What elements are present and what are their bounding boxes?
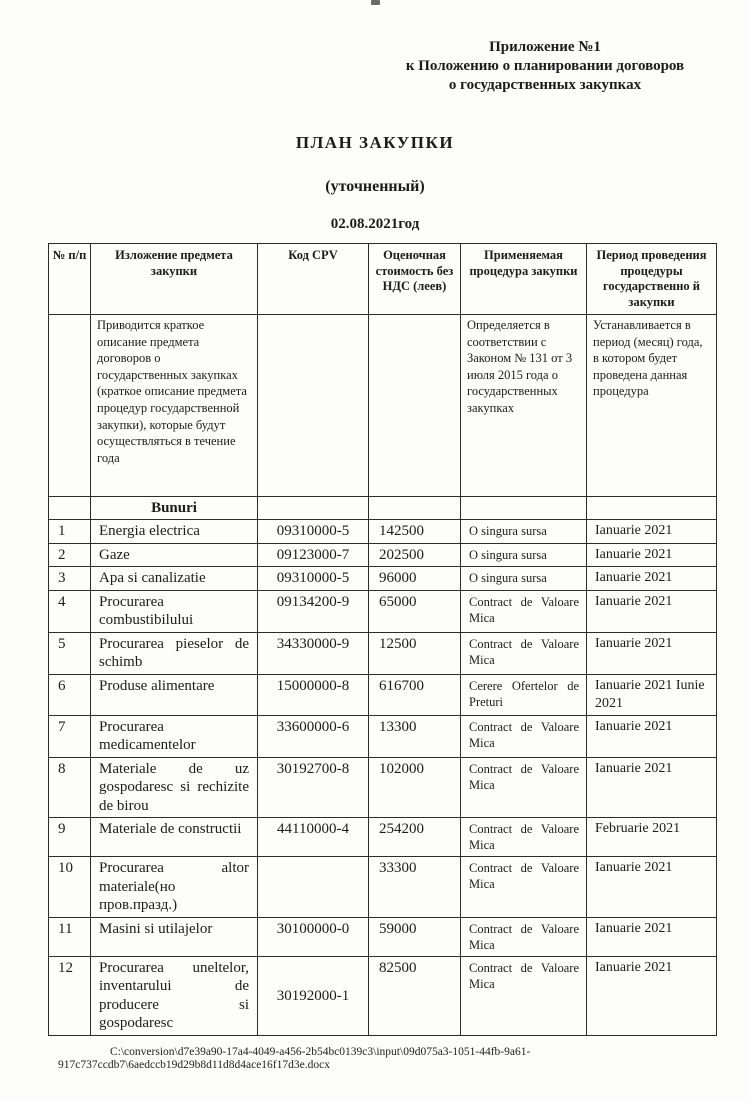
cpv-cell: 34330000-9 (258, 632, 369, 674)
period-cell: Ianuarie 2021 (587, 757, 717, 818)
subject-cell: Materiale de constructii (91, 818, 258, 857)
cpv-cell: 30192000-1 (258, 956, 369, 1035)
period-cell: Ianuarie 2021 (587, 632, 717, 674)
description-period-cell: Устанавливается в период (месяц) года, в котором будет проведена данная процедура (587, 315, 717, 497)
subject-cell: Materiale de uz gospodaresc si rechizite de birou (91, 757, 258, 818)
procedure-cell: Contract de Valoare Mica (461, 917, 587, 956)
description-value-cell (369, 315, 461, 497)
procedure-cell: Cerere Ofertelor de Preturi (461, 674, 587, 715)
cpv-cell: 09123000-7 (258, 543, 369, 567)
subject-cell: Produse alimentare (91, 674, 258, 715)
period-cell: Ianuarie 2021 (587, 520, 717, 544)
column-header-subject: Изложение предмета закупки (91, 244, 258, 315)
description-procedure-cell: Определяется в соответствии с Законом № 131 от 3 июля 2015 года о государственных закупках (461, 315, 587, 497)
period-cell: Ianuarie 2021 (587, 917, 717, 956)
file-path-line-2: 917c737ccdb7\6aedccb19d29b8d11d8d4ace16f17d3e.docx (58, 1059, 330, 1071)
appendix-line-2: к Положению о планировании договоров (405, 58, 685, 74)
period-cell: Ianuarie 2021 (587, 567, 717, 591)
procedure-cell: O singura sursa (461, 543, 587, 567)
page-subtitle: (уточненный) (325, 178, 425, 195)
subject-cell: Procurarea pieselor de schimb (91, 632, 258, 674)
row-number-cell: 10 (49, 857, 91, 918)
table-header-row (49, 244, 717, 315)
value-cell: 59000 (369, 917, 461, 956)
scan-artifact-speck (371, 0, 380, 5)
procedure-cell: Contract de Valoare Mica (461, 956, 587, 1035)
subject-cell: Gaze (91, 543, 258, 567)
cpv-cell: 09134200-9 (258, 590, 369, 632)
value-cell: 13300 (369, 715, 461, 757)
period-cell: Ianuarie 2021 (587, 590, 717, 632)
description-row (49, 315, 717, 497)
row-number-cell: 9 (49, 818, 91, 857)
row-number-cell: 1 (49, 520, 91, 544)
column-header-cpv: Код CPV (258, 244, 369, 315)
description-subject-cell: Приводится краткое описание предмета договоров о государственных закупках (краткое описание предмета процедур государственной закупки), которые будут осуществляться в течение года (91, 315, 258, 497)
row-number-cell: 5 (49, 632, 91, 674)
subject-cell: Procurarea altor materiale(но пров.празд.) (91, 857, 258, 918)
column-header-value: Оценочная стоимость без НДС (леев) (369, 244, 461, 315)
procedure-cell: Contract de Valoare Mica (461, 632, 587, 674)
procurement-plan-table (48, 243, 717, 1036)
procedure-cell: Contract de Valoare Mica (461, 757, 587, 818)
row-number-cell: 12 (49, 956, 91, 1035)
page-title: ПЛАН ЗАКУПКИ (295, 133, 455, 152)
column-header-period: Период проведения процедуры государственно й закупки (587, 244, 717, 315)
value-cell: 96000 (369, 567, 461, 591)
subject-cell: Procurarea medicamentelor (91, 715, 258, 757)
table-row (49, 757, 717, 818)
column-header-procedure: Применяемая процедура закупки (461, 244, 587, 315)
description-cpv-cell (258, 315, 369, 497)
cpv-cell (258, 857, 369, 918)
cpv-cell: 15000000-8 (258, 674, 369, 715)
procedure-cell: Contract de Valoare Mica (461, 715, 587, 757)
table-row (49, 715, 717, 757)
appendix-line-1: Приложение №1 (489, 39, 601, 55)
cpv-cell: 44110000-4 (258, 818, 369, 857)
cpv-cell: 30100000-0 (258, 917, 369, 956)
row-number-cell: 4 (49, 590, 91, 632)
row-number-cell: 7 (49, 715, 91, 757)
value-cell: 82500 (369, 956, 461, 1035)
section-cpv-cell (258, 497, 369, 520)
row-number-cell: 6 (49, 674, 91, 715)
period-cell: Ianuarie 2021 (587, 857, 717, 918)
value-cell: 254200 (369, 818, 461, 857)
section-label-cell: Bunuri (91, 497, 258, 520)
appendix-block (390, 38, 700, 95)
value-cell: 12500 (369, 632, 461, 674)
cpv-cell: 33600000-6 (258, 715, 369, 757)
table-row (49, 543, 717, 567)
procedure-cell: Contract de Valoare Mica (461, 857, 587, 918)
cpv-cell: 30192700-8 (258, 757, 369, 818)
procedure-cell: Contract de Valoare Mica (461, 818, 587, 857)
column-header-number: № п/п (49, 244, 91, 315)
plan-table-rows (49, 520, 717, 1036)
period-cell: Ianuarie 2021 (587, 715, 717, 757)
section-row (49, 497, 717, 520)
row-number-cell: 3 (49, 567, 91, 591)
plan-date: 02.08.2021год (330, 216, 420, 232)
row-number-cell: 11 (49, 917, 91, 956)
row-number-cell: 2 (49, 543, 91, 567)
subject-cell: Masini si utilajelor (91, 917, 258, 956)
subject-cell: Procurarea combustibilului (91, 590, 258, 632)
table-row (49, 956, 717, 1035)
value-cell: 202500 (369, 543, 461, 567)
table-row (49, 917, 717, 956)
period-cell: Ianuarie 2021 Iunie 2021 (587, 674, 717, 715)
value-cell: 102000 (369, 757, 461, 818)
section-number-cell (49, 497, 91, 520)
subject-cell: Apa si canalizatie (91, 567, 258, 591)
subject-cell: Procurarea uneltelor, inventarului de producere si gospodaresc (91, 956, 258, 1035)
table-row (49, 818, 717, 857)
section-value-cell (369, 497, 461, 520)
table-row (49, 520, 717, 544)
period-cell: Ianuarie 2021 (587, 956, 717, 1035)
section-period-cell (587, 497, 717, 520)
table-row (49, 674, 717, 715)
value-cell: 65000 (369, 590, 461, 632)
table-row (49, 857, 717, 918)
value-cell: 33300 (369, 857, 461, 918)
cpv-cell: 09310000-5 (258, 520, 369, 544)
table-row (49, 590, 717, 632)
value-cell: 142500 (369, 520, 461, 544)
section-procedure-cell (461, 497, 587, 520)
row-number-cell: 8 (49, 757, 91, 818)
period-cell: Februarie 2021 (587, 818, 717, 857)
table-row (49, 567, 717, 591)
value-cell: 616700 (369, 674, 461, 715)
subject-cell: Energia electrica (91, 520, 258, 544)
cpv-cell: 09310000-5 (258, 567, 369, 591)
procedure-cell: Contract de Valoare Mica (461, 590, 587, 632)
period-cell: Ianuarie 2021 (587, 543, 717, 567)
file-path-line-1: C:\conversion\d7e39a90-17a4-4049-a456-2b54bc0139c3\input\09d075a3-1051-44fb-9a61- (110, 1046, 531, 1058)
table-row (49, 632, 717, 674)
file-path-footer (58, 1046, 598, 1072)
description-number-cell (49, 315, 91, 497)
procedure-cell: O singura sursa (461, 567, 587, 591)
appendix-line-3: о государственных закупках (448, 77, 642, 93)
procedure-cell: O singura sursa (461, 520, 587, 544)
